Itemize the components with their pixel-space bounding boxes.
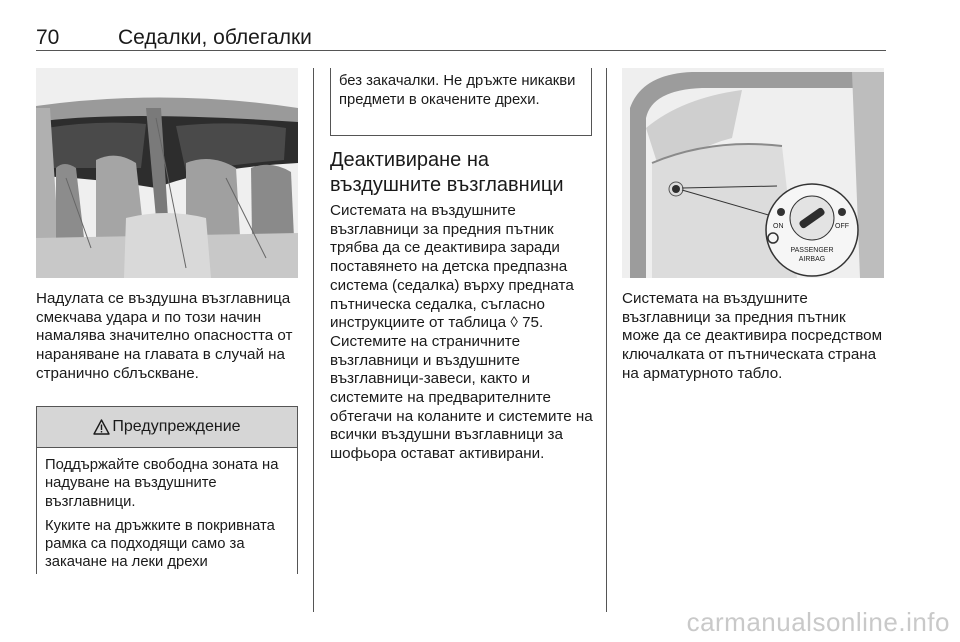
header-divider [36,50,886,51]
airbag-on-indicator-icon [777,208,785,216]
warning-continuation-box [330,68,592,136]
airbag-off-indicator-icon [838,208,846,216]
curtain-airbag-illustration [36,68,298,278]
warning-header [37,407,297,448]
warning-title: Предупреждение [112,418,241,435]
curtain-airbag-caption: Надулата се въздушна възглавница смекчава удара и по този начин намалява значително опасността от нараняване на главата в случай на странично сблъскване. [36,290,293,382]
page-header [36,12,886,52]
switch-location-marker [672,185,680,193]
page-link[interactable] [510,314,539,331]
airbag-switch-illustration [622,68,884,278]
warning-triangle-icon [93,419,110,435]
page-reference-icon: ◊ [510,314,518,332]
section-heading: Деактивиране на въздушните възглавници [330,149,564,196]
warning-continuation-text: без закачалки. Не дръжте никакви предмети в окачените дрехи. [339,73,576,108]
switch-off-label: OFF [835,223,849,230]
switch-on-label: ON [773,223,784,230]
column-divider-left [313,68,314,612]
deactivation-paragraph-1: Системата на въздушните възглавници за предния пътник трябва да се деактивира заради поставянето на детска предпазна система (седалка) върху предната пътническа седалка, съгласно инструкциите от таблица ◊ 75. [330,202,574,332]
watermark: carmanualsonline.info [686,607,950,637]
warning-body [37,448,297,572]
page-title: Седалки, облегалки [118,26,312,49]
deactivation-paragraph-2: Системите на страничните възглавници и въздушните възглавници-завеси, както и системите на предварителните обтегачи на коланите и системите на всички въздушни възглавници за шофьора остават активирани. [330,332,593,463]
warning-paragraph-2: Куките на дръжките в покривната рамка са подходящи само за закачане на леки дрехи [45,517,275,571]
page-reference-number: 75 [522,314,539,332]
switch-passenger-label: PASSENGER [790,247,834,254]
page-number: 70 [36,26,60,49]
column-divider-right [606,68,607,612]
deactivation-text [330,202,598,464]
warning-paragraph-1: Поддържайте свободна зоната на надуване на въздушните възглавници. [45,457,279,510]
airbag-switch-caption: Системата на въздушните възглавници за предния пътник може да се деактивира посредством ключалката от пътническата страна на арматурното табло. [622,290,883,382]
switch-airbag-label: AIRBAG [798,256,826,263]
warning-box [36,406,298,574]
